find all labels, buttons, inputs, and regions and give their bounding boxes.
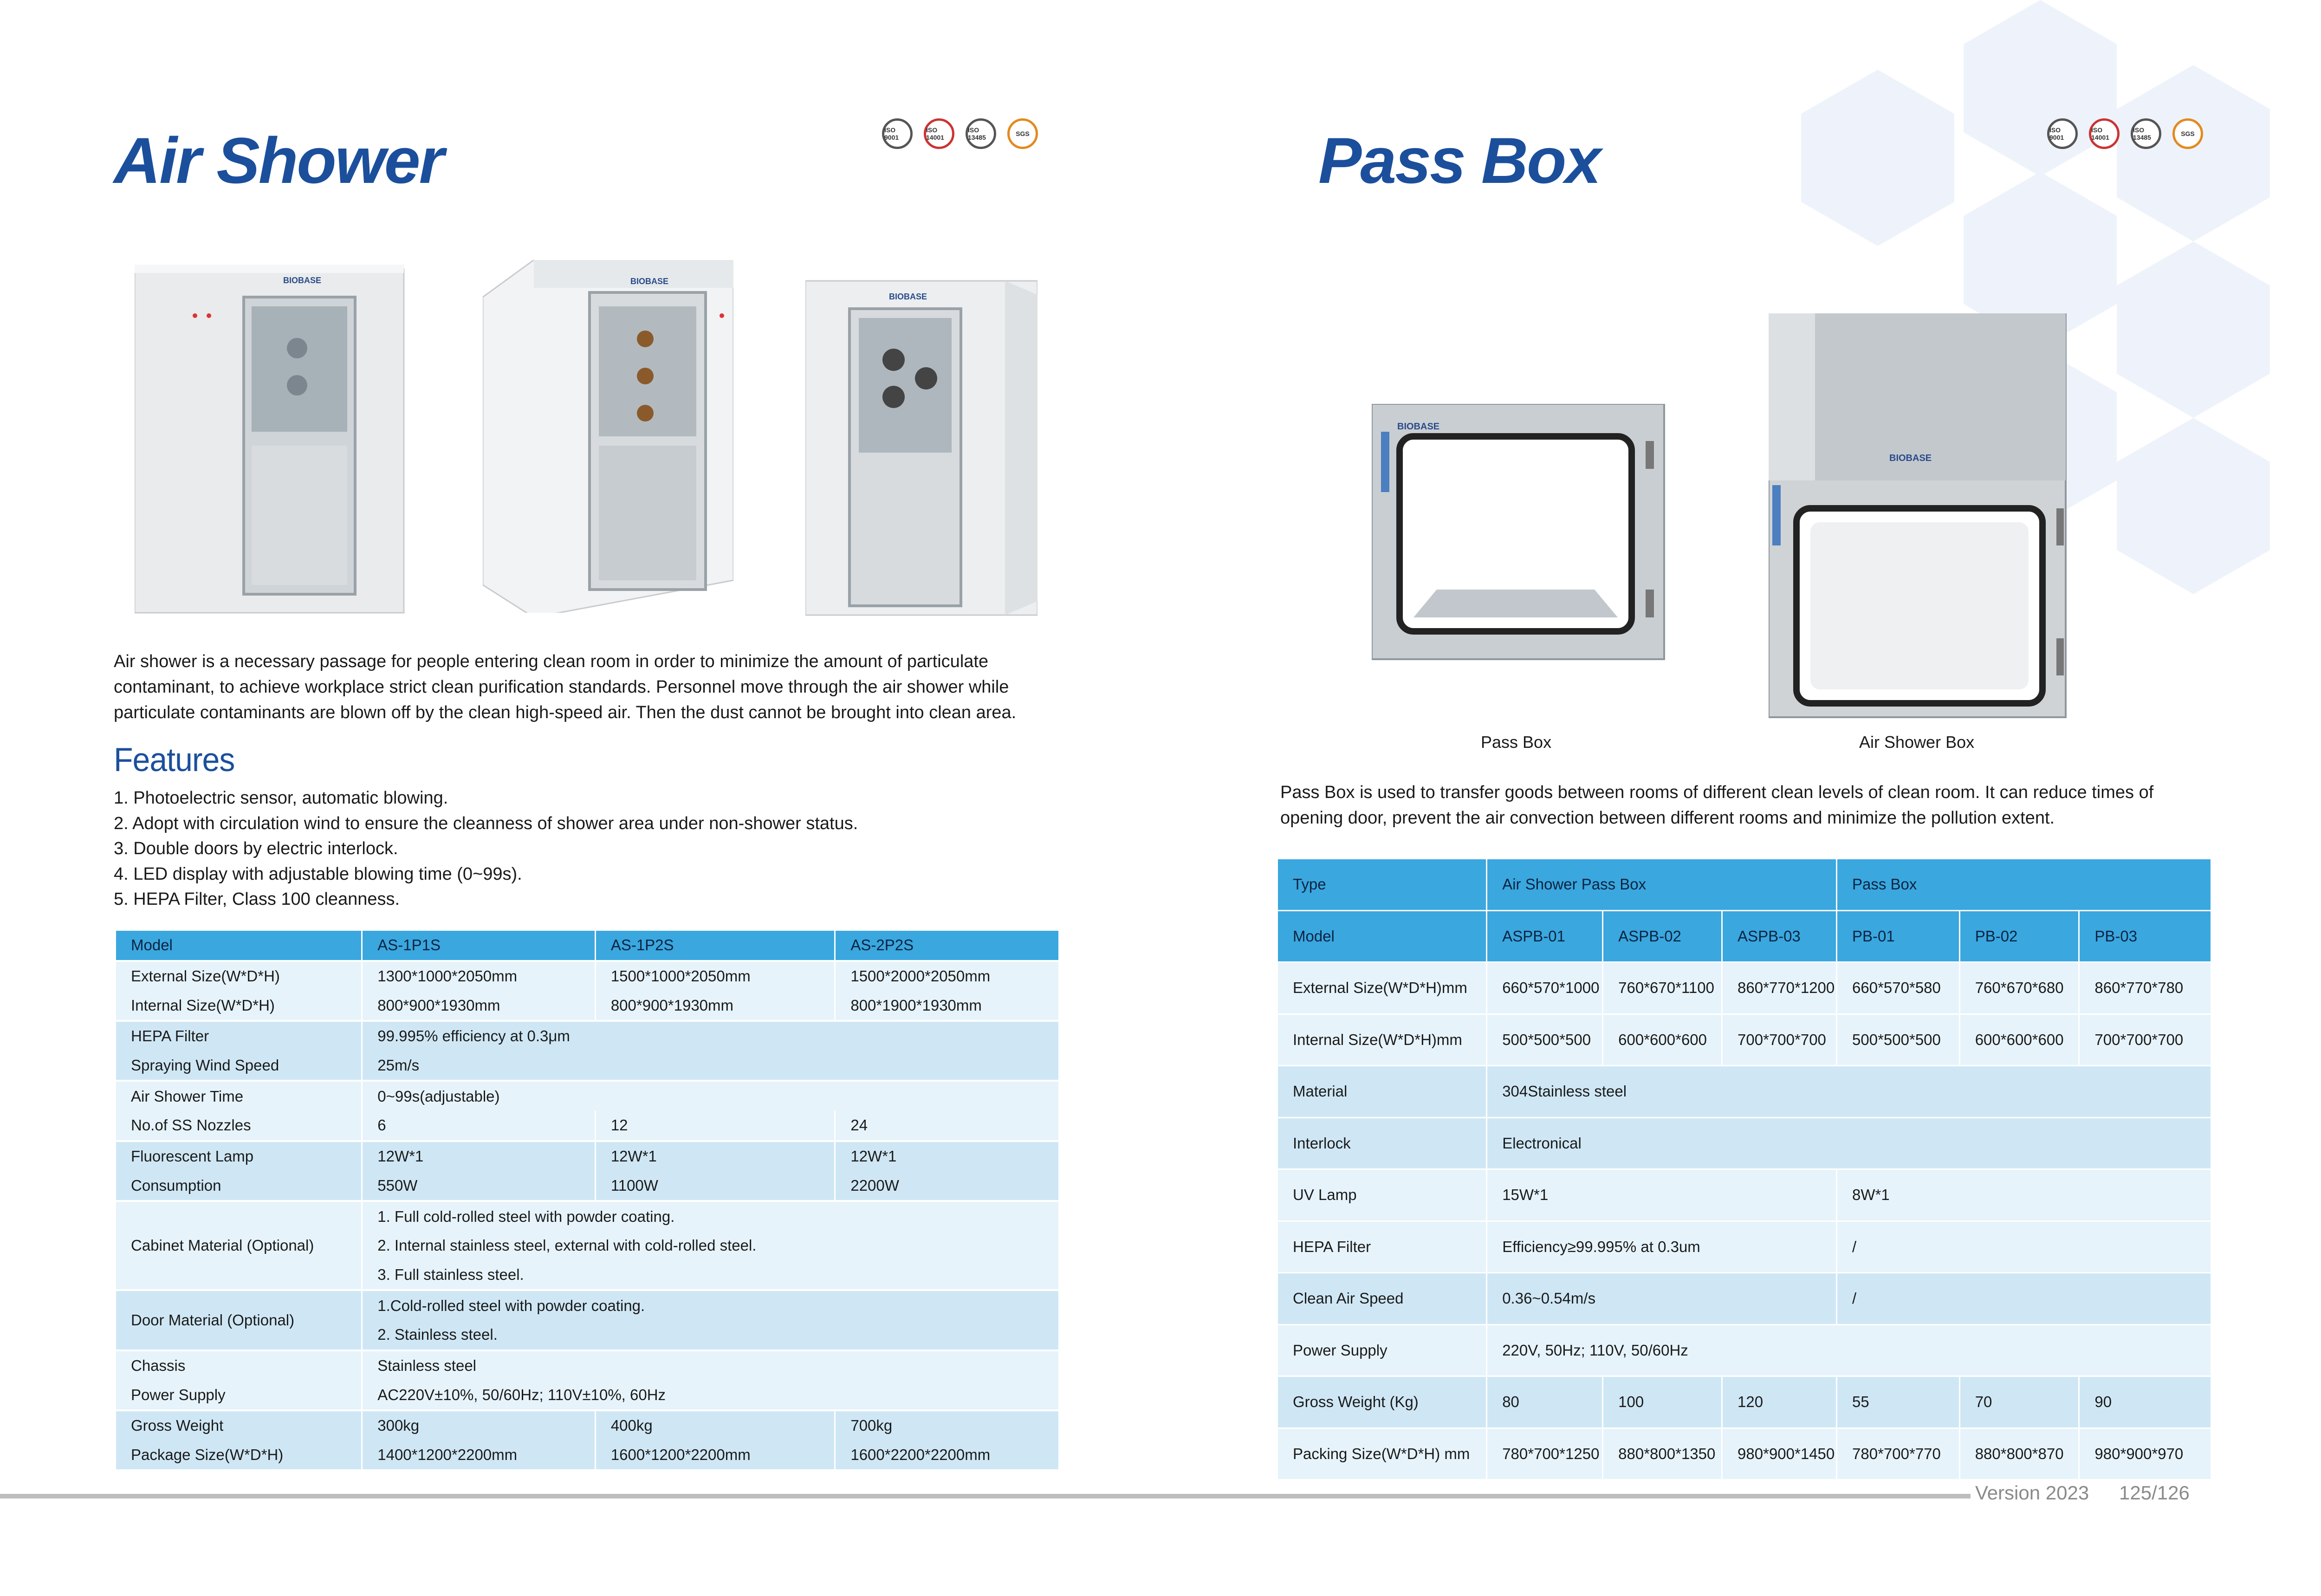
table-cell: 1100W [595, 1171, 835, 1201]
table-cell: AC220V±10%, 50/60Hz; 110V±10%, 60Hz [362, 1380, 1059, 1410]
table-cell: Cabinet Material (Optional) [116, 1201, 362, 1290]
table-cell: 304Stainless steel [1487, 1066, 2211, 1118]
iso14001-logo-icon: ISO 14001 [2089, 118, 2120, 149]
table-cell: Power Supply [1278, 1324, 1487, 1376]
table-header-cell: ASPB-03 [1722, 910, 1837, 962]
table-cell: Clean Air Speed [1278, 1273, 1487, 1325]
table-header-cell: Pass Box [1837, 859, 2211, 911]
table-header-cell: ASPB-02 [1603, 910, 1722, 962]
table-cell: 500*500*500 [1837, 1014, 1960, 1066]
table-cell: UV Lamp [1278, 1169, 1487, 1221]
table-cell: 500*500*500 [1487, 1014, 1603, 1066]
svg-text:BIOBASE: BIOBASE [283, 276, 322, 285]
table-cell: 1600*1200*2200mm [595, 1440, 835, 1470]
table-cell: 800*1900*1930mm [835, 991, 1059, 1021]
table-header-row [116, 931, 1059, 961]
table-cell: 1300*1000*2050mm [362, 961, 596, 991]
svg-text:BIOBASE: BIOBASE [1889, 453, 1932, 463]
table-cell: No.of SS Nozzles [116, 1111, 362, 1141]
table-row [1278, 1014, 2211, 1066]
table-cell: 880*800*1350 [1603, 1428, 1722, 1479]
pass-box-spec-table [1278, 858, 2212, 1479]
table-header-row [1278, 910, 2211, 962]
table-cell: 90 [2079, 1376, 2211, 1428]
table-row [116, 1380, 1059, 1410]
table-row [116, 1440, 1059, 1470]
table-cell: 800*900*1930mm [595, 991, 835, 1021]
table-cell: 1400*1200*2200mm [362, 1440, 596, 1470]
product-image-as-1p2s [483, 260, 733, 613]
table-cell: 1500*1000*2050mm [595, 961, 835, 991]
table-cell: 12W*1 [835, 1141, 1059, 1171]
table-header-cell: AS-1P1S [362, 931, 596, 961]
table-row [116, 1111, 1059, 1141]
table-cell: 760*670*680 [1959, 962, 2079, 1014]
table-cell: Package Size(W*D*H) [116, 1440, 362, 1470]
air-shower-spec-table [116, 931, 1060, 1469]
table-cell: 0~99s(adjustable) [362, 1081, 1059, 1111]
table-cell: 12W*1 [362, 1141, 596, 1171]
table-row [1278, 1066, 2211, 1118]
table-cell: / [1837, 1221, 2211, 1273]
table-row [1278, 1324, 2211, 1376]
hexagon [2117, 418, 2270, 594]
table-cell: 1.Cold-rolled steel with powder coating. [362, 1290, 1059, 1320]
table-row [116, 1081, 1059, 1111]
table-row [1278, 1428, 2211, 1479]
table-cell: 700*700*700 [1722, 1014, 1837, 1066]
table-cell: 2. Internal stainless steel, external with cold-rolled steel. [362, 1231, 1059, 1260]
footer-version: Version 2023 [1975, 1482, 2089, 1504]
certification-logos [882, 118, 1054, 160]
table-cell: 300kg [362, 1410, 596, 1440]
table-row [116, 991, 1059, 1021]
table-cell: 24 [835, 1111, 1059, 1141]
table-cell: / [1837, 1273, 2211, 1325]
table-header-cell: PB-01 [1837, 910, 1960, 962]
features-heading: Features [114, 741, 235, 779]
table-row [116, 1171, 1059, 1201]
iso14001-logo-icon: ISO 14001 [924, 118, 954, 149]
table-header-cell: ASPB-01 [1487, 910, 1603, 962]
iso13485-logo-icon: ISO 13485 [966, 118, 996, 149]
table-row [1278, 1169, 2211, 1221]
table-row [116, 1051, 1059, 1081]
table-cell: 980*900*970 [2079, 1428, 2211, 1479]
table-row [116, 961, 1059, 991]
table-cell: 55 [1837, 1376, 1960, 1428]
table-cell: Fluorescent Lamp [116, 1141, 362, 1171]
table-cell: Internal Size(W*D*H) [116, 991, 362, 1021]
table-cell: 400kg [595, 1410, 835, 1440]
iso9001-logo-icon: ISO 9001 [882, 118, 913, 149]
table-row [116, 1201, 1059, 1231]
table-row [1278, 1273, 2211, 1325]
feature-item: 2. Adopt with circulation wind to ensure the cleanness of shower area under non-shower status. [114, 813, 858, 833]
caption-pass-box: Pass Box [1481, 733, 1552, 752]
table-cell: Interlock [1278, 1117, 1487, 1169]
product-image-as-2p2s [805, 276, 1037, 622]
table-row [1278, 1221, 2211, 1273]
table-cell: 8W*1 [1837, 1169, 2211, 1221]
table-row [116, 1350, 1059, 1381]
caption-air-shower-box: Air Shower Box [1859, 733, 1975, 752]
table-cell: 80 [1487, 1376, 1603, 1428]
svg-text:BIOBASE: BIOBASE [630, 277, 669, 286]
hexagon [2117, 241, 2270, 418]
feature-item: 5. HEPA Filter, Class 100 cleanness. [114, 889, 400, 909]
table-cell: 550W [362, 1171, 596, 1201]
table-cell: Power Supply [116, 1380, 362, 1410]
table-cell: Packing Size(W*D*H) mm [1278, 1428, 1487, 1479]
footer-page-numbers: 125/126 [2119, 1482, 2190, 1504]
table-cell: 99.995% efficiency at 0.3μm [362, 1021, 1059, 1051]
table-cell: 600*600*600 [1959, 1014, 2079, 1066]
table-cell: Internal Size(W*D*H)mm [1278, 1014, 1487, 1066]
table-header-cell: AS-1P2S [595, 931, 835, 961]
table-cell: 1600*2200*2200mm [835, 1440, 1059, 1470]
table-cell: 6 [362, 1111, 596, 1141]
table-cell: 2. Stainless steel. [362, 1320, 1059, 1350]
table-cell: Material [1278, 1066, 1487, 1118]
page-title-pass-box: Pass Box [1318, 124, 1600, 197]
table-cell: 880*800*870 [1959, 1428, 2079, 1479]
table-header-cell: Air Shower Pass Box [1487, 859, 1837, 911]
table-cell: 1. Full cold-rolled steel with powder coating. [362, 1201, 1059, 1231]
table-cell: Spraying Wind Speed [116, 1051, 362, 1081]
table-cell: 860*770*780 [2079, 962, 2211, 1014]
table-row [116, 1290, 1059, 1320]
svg-text:BIOBASE: BIOBASE [1397, 422, 1440, 432]
page-title-air-shower: Air Shower [114, 124, 443, 197]
table-header-cell: Type [1278, 859, 1487, 911]
iso13485-logo-icon: ISO 13485 [2131, 118, 2161, 149]
product-image-pass-box [1372, 404, 1669, 664]
table-cell: Gross Weight [116, 1410, 362, 1440]
product-image-as-1p1s [135, 265, 413, 617]
sgs-logo-icon: SGS [1007, 118, 1038, 149]
table-cell: 12W*1 [595, 1141, 835, 1171]
table-cell: 980*900*1450 [1722, 1428, 1837, 1479]
table-cell: External Size(W*D*H) [116, 961, 362, 991]
table-row [1278, 1376, 2211, 1428]
table-cell: 660*570*1000 [1487, 962, 1603, 1014]
feature-item: 1. Photoelectric sensor, automatic blowing. [114, 788, 448, 808]
table-cell: 700kg [835, 1410, 1059, 1440]
table-cell: 800*900*1930mm [362, 991, 596, 1021]
table-row [116, 1410, 1059, 1440]
table-cell: 100 [1603, 1376, 1722, 1428]
table-header-cell: Model [1278, 910, 1487, 962]
table-cell: 1500*2000*2050mm [835, 961, 1059, 991]
iso9001-logo-icon: ISO 9001 [2047, 118, 2078, 149]
table-cell: 2200W [835, 1171, 1059, 1201]
table-cell: 3. Full stainless steel. [362, 1260, 1059, 1291]
table-cell: Chassis [116, 1350, 362, 1381]
table-cell: 25m/s [362, 1051, 1059, 1081]
table-cell: HEPA Filter [116, 1021, 362, 1051]
table-cell: 760*670*1100 [1603, 962, 1722, 1014]
product-image-air-shower-box [1769, 313, 2070, 722]
table-cell: 860*770*1200 [1722, 962, 1837, 1014]
table-cell: 220V, 50Hz; 110V, 50/60Hz [1487, 1324, 2211, 1376]
table-cell: 12 [595, 1111, 835, 1141]
features-list [114, 785, 1089, 912]
table-header-cell: AS-2P2S [835, 931, 1059, 961]
table-cell: External Size(W*D*H)mm [1278, 962, 1487, 1014]
table-cell: Electronical [1487, 1117, 2211, 1169]
table-cell: 15W*1 [1487, 1169, 1837, 1221]
pass-box-intro-paragraph: Pass Box is used to transfer goods between rooms of different clean levels of clean room. It can reduce times of opening door, prevent the air convection between different rooms and minimize the pollution extent. [1280, 783, 2154, 828]
table-cell: Consumption [116, 1171, 362, 1201]
table-cell: 0.36~0.54m/s [1487, 1273, 1837, 1325]
certification-logos-right [2047, 118, 2219, 160]
table-cell: 660*570*580 [1837, 962, 1960, 1014]
sgs-logo-icon: SGS [2172, 118, 2203, 149]
table-row [116, 1141, 1059, 1171]
table-cell: Gross Weight (Kg) [1278, 1376, 1487, 1428]
table-cell: Stainless steel [362, 1350, 1059, 1381]
table-cell: Efficiency≥99.995% at 0.3um [1487, 1221, 1837, 1273]
feature-item: 3. Double doors by electric interlock. [114, 839, 398, 858]
feature-item: 4. LED display with adjustable blowing time (0~99s). [114, 864, 522, 884]
table-header-row [1278, 859, 2211, 911]
table-cell: 70 [1959, 1376, 2079, 1428]
table-header-cell: PB-02 [1959, 910, 2079, 962]
hexagon [1801, 70, 1954, 246]
footer-divider [0, 1494, 1971, 1499]
table-cell: 780*700*1250 [1487, 1428, 1603, 1479]
table-cell: 120 [1722, 1376, 1837, 1428]
table-cell: 600*600*600 [1603, 1014, 1722, 1066]
table-header-cell: Model [116, 931, 362, 961]
svg-text:BIOBASE: BIOBASE [889, 292, 927, 301]
table-row [116, 1021, 1059, 1051]
table-cell: HEPA Filter [1278, 1221, 1487, 1273]
table-cell: 700*700*700 [2079, 1014, 2211, 1066]
table-row [1278, 1117, 2211, 1169]
air-shower-intro-paragraph: Air shower is a necessary passage for people entering clean room in order to minimize the amount of particulate contaminant, to achieve workplace strict clean purification standards. Personnel move through the air shower while particulate contaminants are blown off by the clean high-speed air. Then the dust cannot be brought into clean area. [114, 652, 1017, 722]
table-cell: Door Material (Optional) [116, 1290, 362, 1350]
table-cell: 780*700*770 [1837, 1428, 1960, 1479]
table-cell: Air Shower Time [116, 1081, 362, 1111]
table-row [1278, 962, 2211, 1014]
table-header-cell: PB-03 [2079, 910, 2211, 962]
